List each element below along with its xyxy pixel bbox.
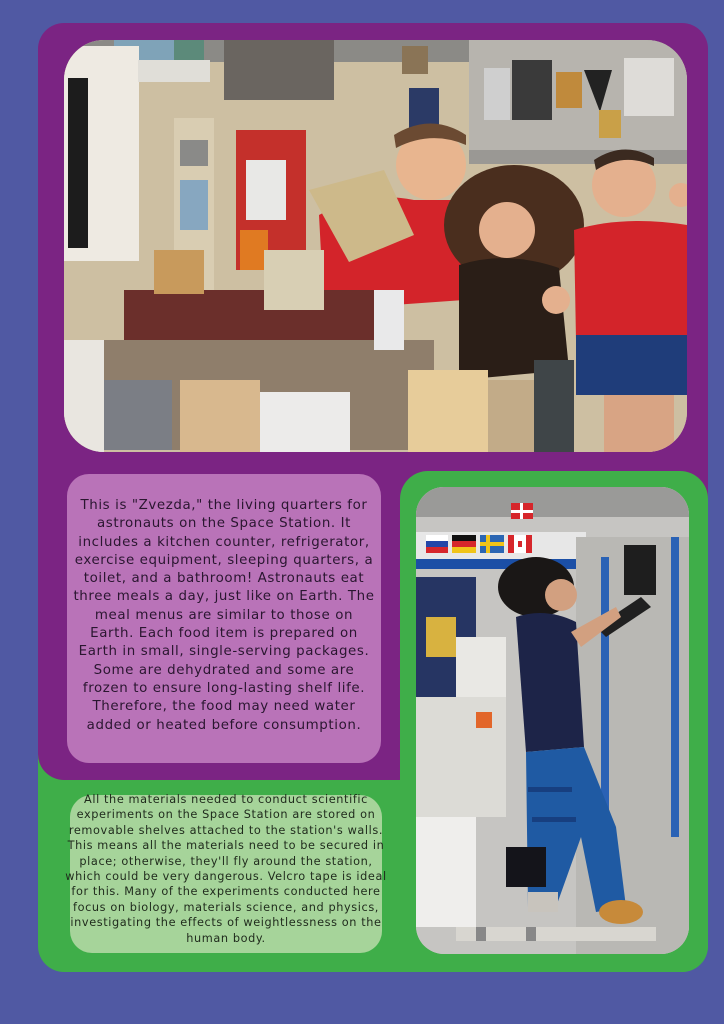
astronauts-photo-illustration bbox=[64, 40, 687, 452]
photo-astronaut-lab bbox=[416, 487, 689, 954]
experiments-info-text: All the materials needed to conduct scientific experiments on the Space Station are stored on removable shelves attached to the station's walls. This means all the materials need to be secured in place; otherwise, they'll fly around the station, which could be very dangerous. Velcro tape is ideal for this. Many of the experiments conducted here focus on biology, materials science, and physics, investigating the effects of weightlessness on the human body. bbox=[65, 793, 387, 945]
lab-photo-illustration bbox=[416, 487, 689, 954]
zvezda-info-card bbox=[67, 474, 381, 763]
photo-astronauts-zvezda bbox=[64, 40, 687, 452]
experiments-info-card bbox=[65, 793, 387, 953]
zvezda-info-text: This is "Zvezda," the living quarters for astronauts on the Space Station. It includes a kitchen counter, refrigerator, exercise equipment, sleeping quarters, a toilet, and a bathroom! Astronauts eat three meals a day, just like on Earth. The meal menus are similar to those on Earth. Each food item is prepared on Earth in small, single-serving packages. Some are dehydrated and some are frozen to ensure long-lasting shelf life. Therefore, the food may need water added or heated before consumption. bbox=[73, 498, 375, 733]
